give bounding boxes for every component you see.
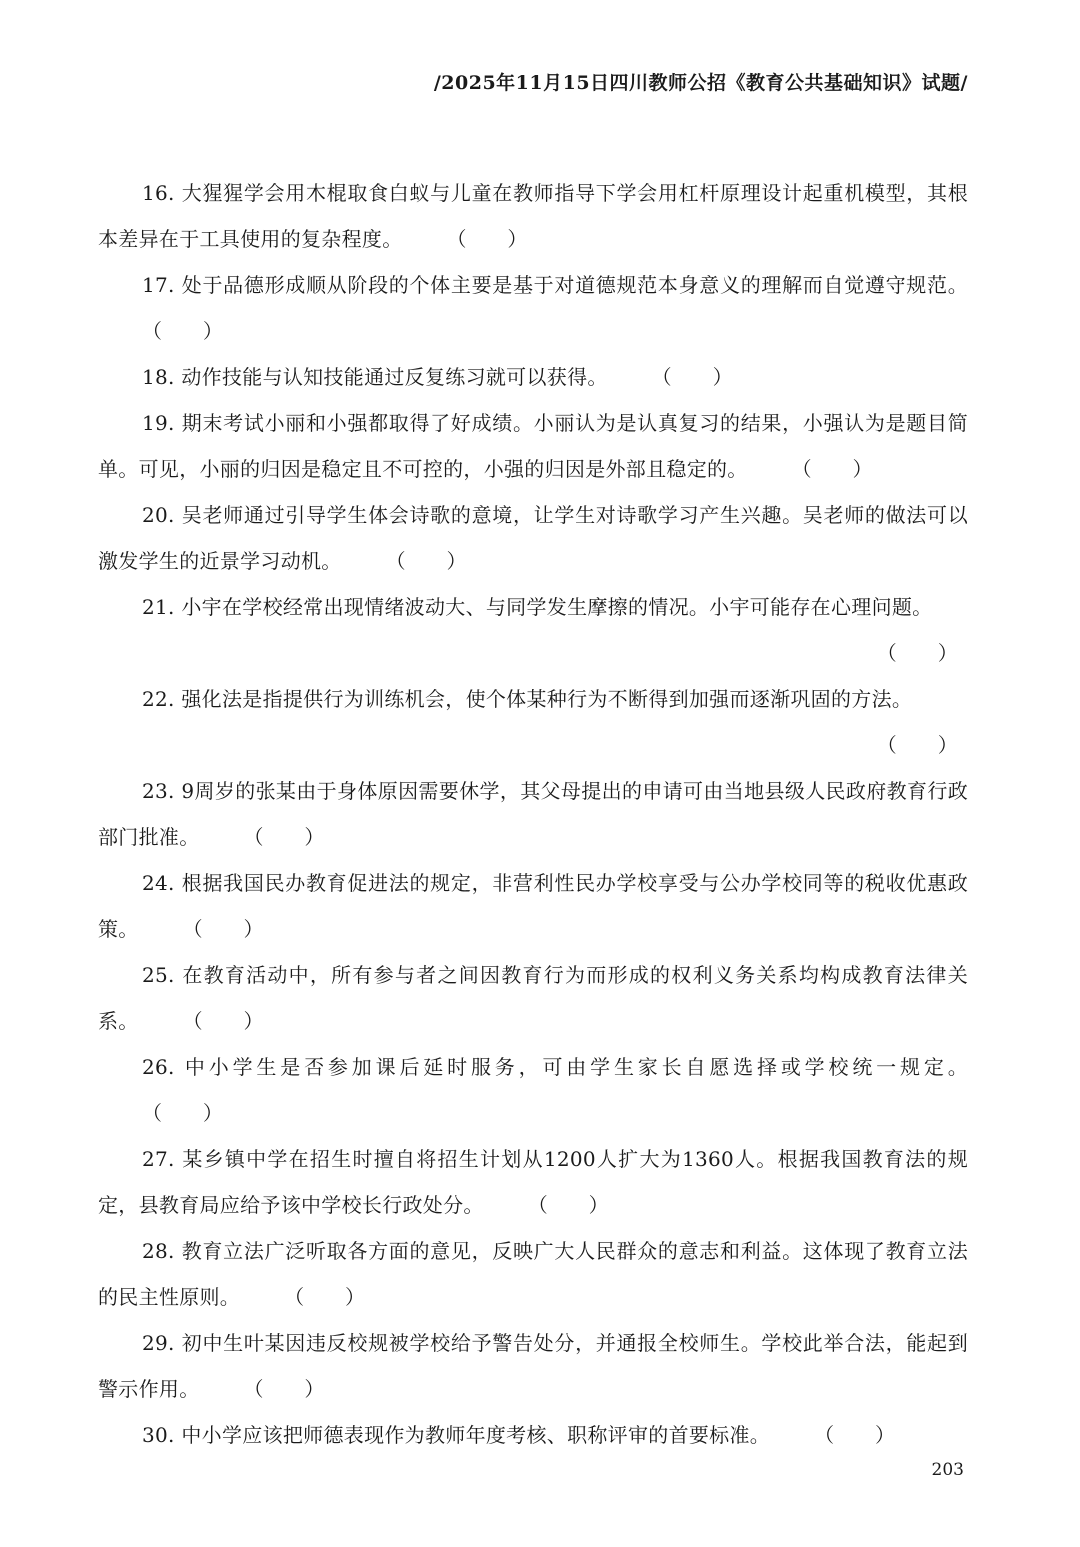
answer-blank: （ ）: [876, 733, 958, 757]
question-text: 25. 在教育活动中，所有参与者之间因教育行为而形成的权利义务关系均构成教育法律关系。: [98, 963, 968, 1033]
question-text: 20. 吴老师通过引导学生体会诗歌的意境，让学生对诗歌学习产生兴趣。吴老师的做法可以激发学生的近景学习动机。: [98, 503, 968, 573]
question-25: [98, 952, 968, 1044]
question-29: [98, 1320, 968, 1412]
answer-blank: （ ）: [142, 319, 224, 343]
question-text: 17. 处于品德形成顺从阶段的个体主要是基于对道德规范本身意义的理解而自觉遵守规范。: [142, 273, 968, 297]
question-text: 26. 中小学生是否参加课后延时服务，可由学生家长自愿选择或学校统一规定。: [142, 1055, 968, 1079]
question-text: 23. 9周岁的张某由于身体原因需要休学，其父母提出的申请可由当地县级人民政府教育行政部门批准。: [98, 779, 968, 849]
question-24: [98, 860, 968, 952]
answer-blank: （ ）: [182, 917, 264, 941]
question-16: [98, 170, 968, 262]
question-text: 21. 小宇在学校经常出现情绪波动大、与同学发生摩擦的情况。小宇可能存在心理问题。: [142, 595, 933, 619]
question-26: [98, 1044, 968, 1136]
question-text: 28. 教育立法广泛听取各方面的意见，反映广大人民群众的意志和利益。这体现了教育立法的民主性原则。: [98, 1239, 968, 1309]
question-text: 22. 强化法是指提供行为训练机会，使个体某种行为不断得到加强而逐渐巩固的方法。: [142, 687, 913, 711]
answer-blank: （ ）: [284, 1285, 366, 1309]
answer-blank: （ ）: [385, 549, 467, 573]
answer-blank: （ ）: [791, 457, 873, 481]
answer-blank: （ ）: [876, 641, 958, 665]
question-30: [98, 1412, 968, 1458]
question-text: 19. 期末考试小丽和小强都取得了好成绩。小丽认为是认真复习的结果，小强认为是题目简单。可见，小丽的归因是稳定且不可控的，小强的归因是外部且稳定的。: [98, 411, 968, 481]
question-20: [98, 492, 968, 584]
question-18: [98, 354, 968, 400]
question-28: [98, 1228, 968, 1320]
answer-blank: （ ）: [142, 1101, 224, 1125]
answer-blank: （ ）: [527, 1193, 609, 1217]
answer-blank: （ ）: [182, 1009, 264, 1033]
question-text: 18. 动作技能与认知技能通过反复练习就可以获得。: [142, 365, 608, 389]
question-text: 27. 某乡镇中学在招生时擅自将招生计划从1200人扩大为1360人。根据我国教育法的规定，县教育局应给予该中学校长行政处分。: [98, 1147, 968, 1217]
answer-blank: （ ）: [243, 1377, 325, 1401]
question-text: 29. 初中生叶某因违反校规被学校给予警告处分，并通报全校师生。学校此举合法，能起到警示作用。: [98, 1331, 968, 1401]
answer-blank: （ ）: [446, 227, 528, 251]
question-text: 30. 中小学应该把师德表现作为教师年度考核、职称评审的首要标准。: [142, 1423, 771, 1447]
answer-blank: （ ）: [814, 1423, 896, 1447]
page-number: 203: [931, 1460, 964, 1480]
question-27: [98, 1136, 968, 1228]
answer-blank: （ ）: [651, 365, 733, 389]
question-21: [98, 584, 968, 676]
answer-blank: （ ）: [243, 825, 325, 849]
question-17: [98, 262, 968, 354]
page-header-title: /2025年11月15日四川教师公招《教育公共基础知识》试题/: [433, 72, 968, 94]
question-text: 24. 根据我国民办教育促进法的规定，非营利性民办学校享受与公办学校同等的税收优惠政策。: [98, 871, 968, 941]
question-22: [98, 676, 968, 768]
question-23: [98, 768, 968, 860]
question-text: 16. 大猩猩学会用木棍取食白蚁与儿童在教师指导下学会用杠杆原理设计起重机模型，其根本差异在于工具使用的复杂程度。: [98, 181, 968, 251]
question-19: [98, 400, 968, 492]
question-list: [98, 170, 968, 1458]
